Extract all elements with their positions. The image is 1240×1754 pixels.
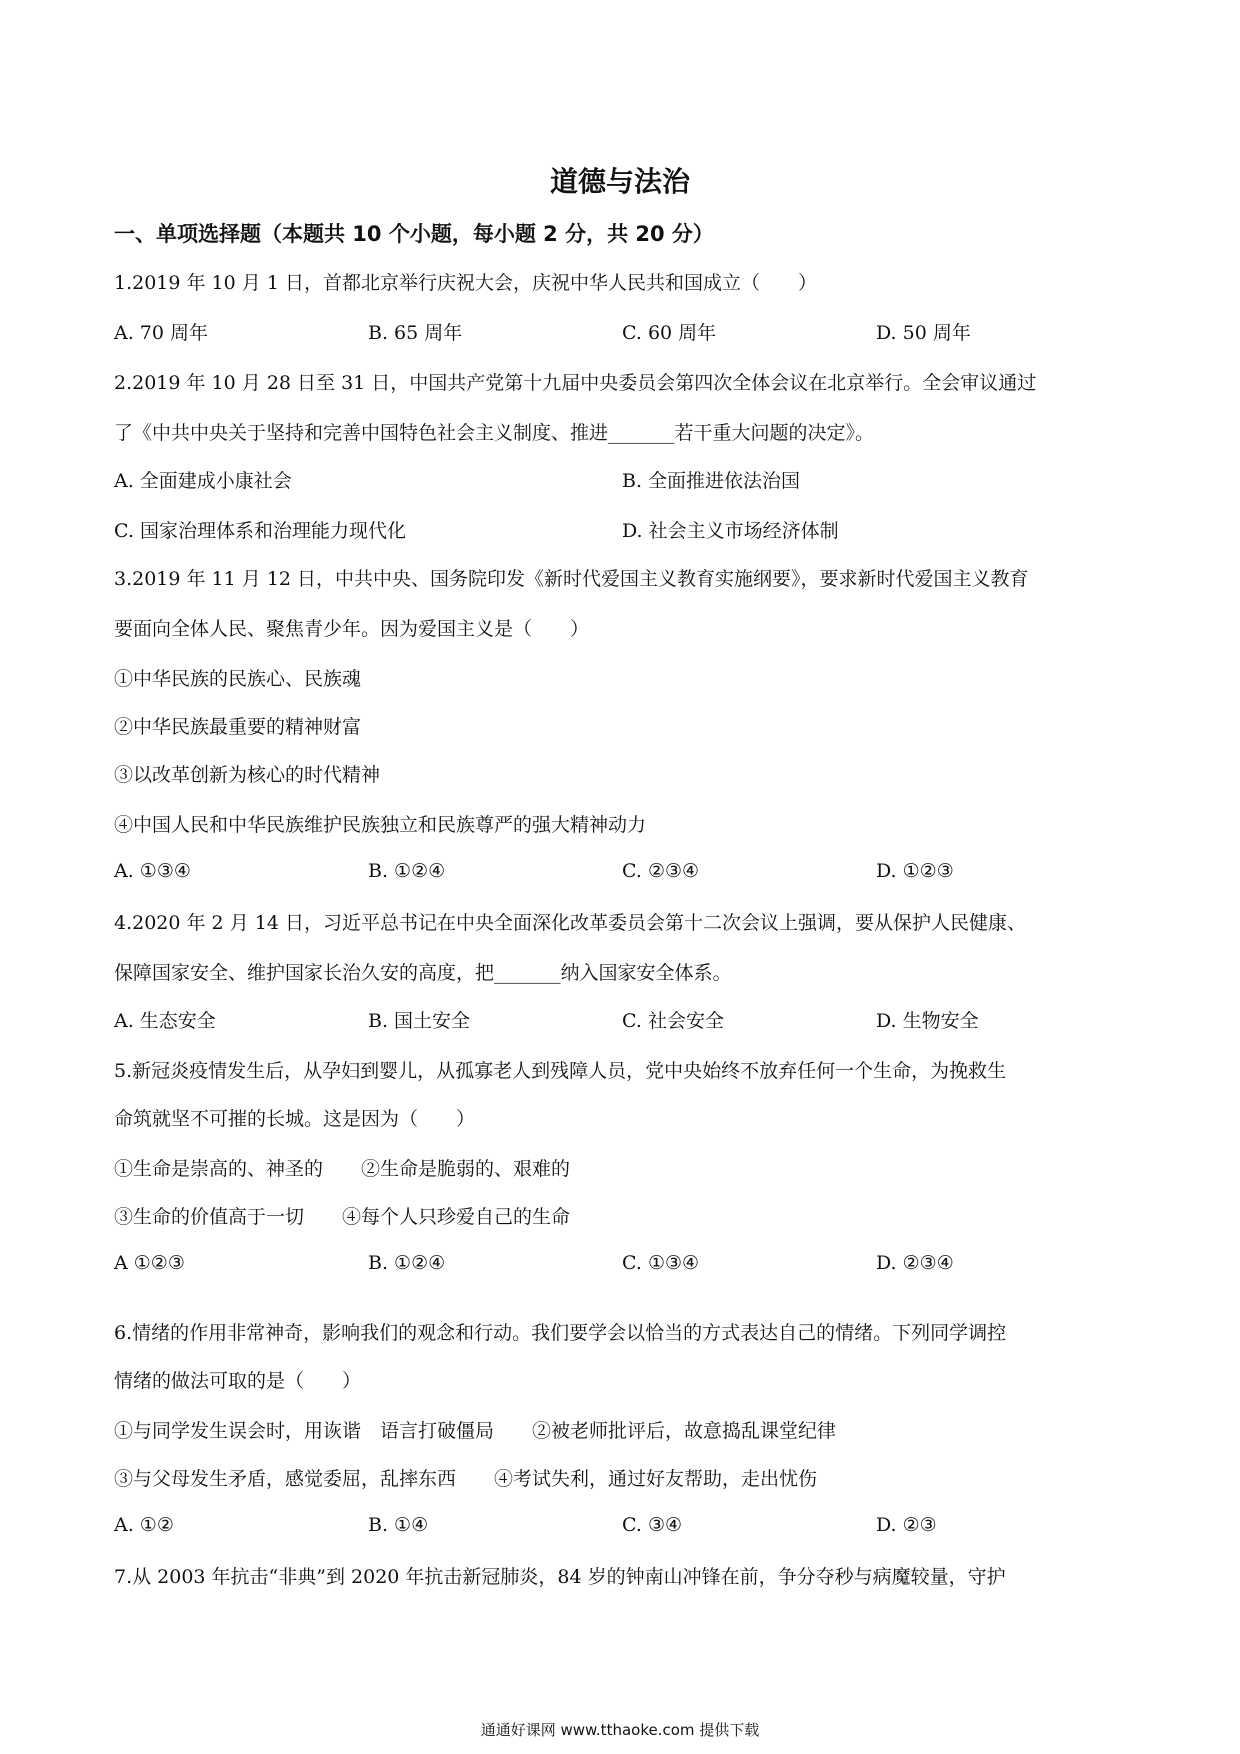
- question-6-statements-1: ①与同学发生误会时，用诙谐 语言打破僵局 ②被老师批评后，故意捣乱课堂纪律: [114, 1420, 837, 1442]
- question-2-line-1: 2.2019 年 10 月 28 日至 31 日，中国共产党第十九届中央委员会第四次全体会议在北京举行。全会审议通过: [114, 372, 1037, 394]
- document-title: 道德与法治: [549, 165, 690, 198]
- option-a: A. ①②: [114, 1514, 174, 1536]
- option-a: A. 70 周年: [114, 322, 209, 344]
- question-3-statement-3: ③以改革创新为核心的时代精神: [114, 764, 381, 786]
- question-3-statement-2: ②中华民族最重要的精神财富: [114, 716, 362, 738]
- option-d: D. ②③: [876, 1514, 937, 1536]
- question-2-line-2: 了《中共中央关于坚持和完善中国特色社会主义制度、推进_______若干重大问题的决定》。: [114, 422, 875, 444]
- question-3-line-1: 3.2019 年 11 月 12 日，中共中央、国务院印发《新时代爱国主义教育实施纲要》，要求新时代爱国主义教育: [114, 568, 1029, 590]
- option-d: D. 50 周年: [876, 322, 971, 344]
- option-a: A. ①③④: [114, 860, 191, 882]
- page-footer: 通通好课网 www.tthaoke.com 提供下载: [480, 1721, 760, 1739]
- option-c: C. 60 周年: [622, 322, 717, 344]
- question-3-line-2: 要面向全体人民、聚焦青少年。因为爱国主义是（ ）: [114, 618, 590, 640]
- option-d: D. 社会主义市场经济体制: [622, 520, 839, 542]
- option-d: D. 生物安全: [876, 1010, 979, 1032]
- option-b: B. ①②④: [368, 860, 446, 882]
- question-7-line-1: 7.从 2003 年抗击“非典”到 2020 年抗击新冠肺炎，84 岁的钟南山冲锋在前，争分夺秒与病魔较量，守护: [114, 1566, 1006, 1588]
- option-d: D. ①②③: [876, 860, 954, 882]
- question-5-statements-1: ①生命是崇高的、神圣的 ②生命是脆弱的、艰难的: [114, 1158, 571, 1180]
- option-a: A ①②③: [114, 1252, 185, 1274]
- option-c: C. ③④: [622, 1514, 683, 1536]
- section-heading: 一、单项选择题（本题共 10 个小题，每小题 2 分，共 20 分）: [114, 222, 714, 246]
- question-4-line-1: 4.2020 年 2 月 14 日，习近平总书记在中央全面深化改革委员会第十二次会议上强调，要从保护人民健康、: [114, 912, 1026, 934]
- question-5-line-2: 命筑就坚不可摧的长城。这是因为（ ）: [114, 1108, 476, 1130]
- option-c: C. ①③④: [622, 1252, 700, 1274]
- question-5-line-1: 5.新冠炎疫情发生后，从孕妇到婴儿，从孤寡老人到残障人员，党中央始终不放弃任何一个生命，为挽救生: [114, 1060, 1007, 1082]
- question-4-line-2: 保障国家安全、维护国家长治久安的高度，把_______纳入国家安全体系。: [114, 962, 732, 984]
- question-1-line-1: 1.2019 年 10 月 1 日，首都北京举行庆祝大会，庆祝中华人民共和国成立（ ）: [114, 272, 817, 294]
- option-b: B. 65 周年: [368, 322, 463, 344]
- question-6-line-1: 6.情绪的作用非常神奇，影响我们的观念和行动。我们要学会以恰当的方式表达自己的情绪。下列同学调控: [114, 1322, 1007, 1344]
- question-3-statement-4: ④中国人民和中华民族维护民族独立和民族尊严的强大精神动力: [114, 814, 647, 836]
- option-b: B. ①②④: [368, 1252, 446, 1274]
- option-c: C. ②③④: [622, 860, 700, 882]
- option-b: B. 国土安全: [368, 1010, 471, 1032]
- question-5-statements-2: ③生命的价值高于一切 ④每个人只珍爱自己的生命: [114, 1206, 571, 1228]
- question-6-statements-2: ③与父母发生矛盾，感觉委屈，乱摔东西 ④考试失利，通过好友帮助，走出忧伤: [114, 1468, 818, 1490]
- option-b: B. ①④: [368, 1514, 429, 1536]
- question-6-line-2: 情绪的做法可取的是（ ）: [114, 1370, 362, 1392]
- question-3-statement-1: ①中华民族的民族心、民族魂: [114, 668, 362, 690]
- option-b: B. 全面推进依法治国: [622, 470, 801, 492]
- option-c: C. 社会安全: [622, 1010, 724, 1032]
- option-a: A. 全面建成小康社会: [114, 470, 292, 492]
- option-d: D. ②③④: [876, 1252, 954, 1274]
- option-a: A. 生态安全: [114, 1010, 216, 1032]
- option-c: C. 国家治理体系和治理能力现代化: [114, 520, 406, 542]
